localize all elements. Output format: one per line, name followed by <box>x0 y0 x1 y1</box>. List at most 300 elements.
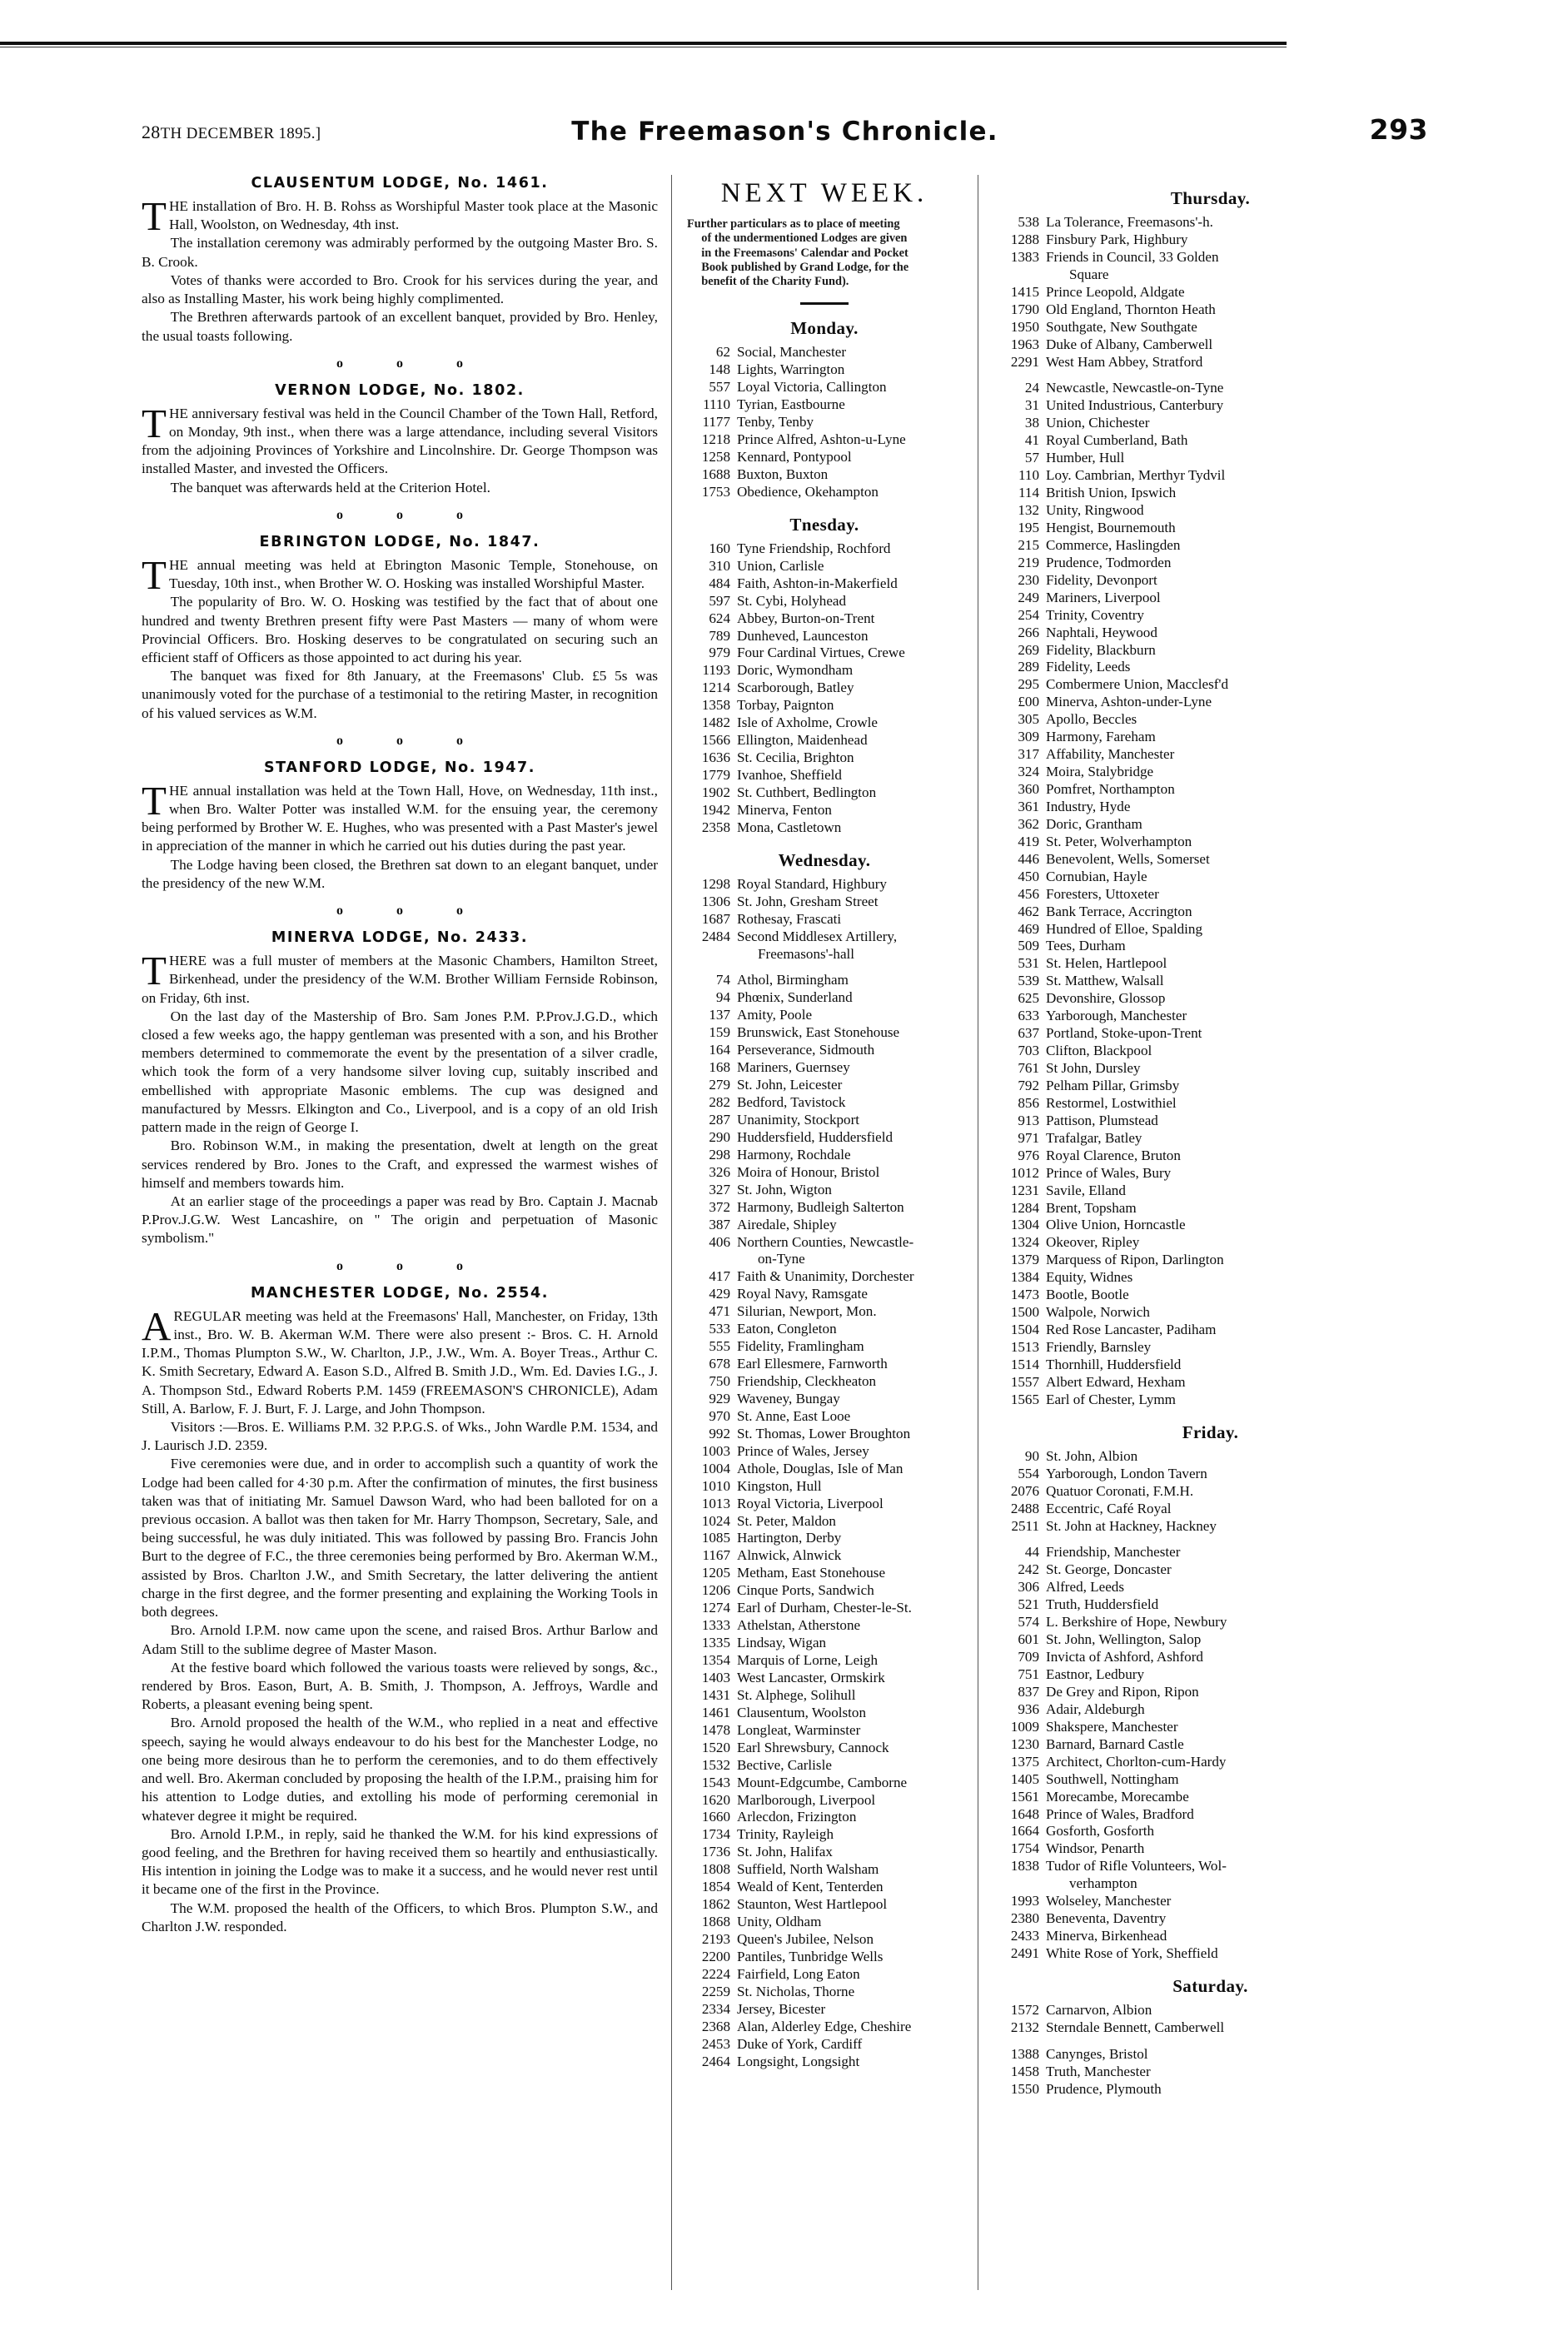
lodge-name: Royal Clarence, Bruton <box>1046 1147 1181 1163</box>
lodge-list-item <box>993 816 1428 834</box>
lodge-list-item <box>993 1130 1428 1148</box>
lodge-list-item <box>687 645 962 662</box>
lodge-number: 538 <box>1018 214 1039 230</box>
lodge-number: 164 <box>709 1042 730 1058</box>
article-paragraph: The Lodge having been closed, the Brethren sat down to an elegant banquet, under the presidency of the new W.M. <box>142 856 658 891</box>
lodge-number: 1620 <box>701 1791 730 1808</box>
note-divider <box>800 302 849 305</box>
article-paragraph: Bro. Robinson W.M., in making the presentation, dwelt at length on the great services rendered by Bro. Jones to the Craft, and expressed the warmest wishes of himself and members towards him. <box>142 1138 658 1191</box>
lodge-list-item <box>687 379 962 396</box>
lodge-list-item <box>687 1182 962 1199</box>
lodge-number: 1167 <box>702 1547 730 1564</box>
lodge-list-item <box>993 354 1428 371</box>
lodge-list-item <box>993 1322 1428 1339</box>
lodge-list-item <box>687 1234 962 1252</box>
lodge-number: 1664 <box>1010 1823 1039 1840</box>
lodge-list-item <box>687 1809 962 1826</box>
lodge-list-item <box>687 1112 962 1129</box>
lodge-list-item <box>687 1321 962 1338</box>
lodge-name: Clausentum, Woolston <box>737 1704 867 1720</box>
lodge-number: 1950 <box>1010 318 1039 335</box>
lodge-name-continuation: on-Tyne <box>758 1251 805 1267</box>
lodge-name: Prudence, Plymouth <box>1046 2080 1162 2097</box>
lodge-number: 2511 <box>1011 1517 1039 1534</box>
lodge-name: St. John, Halifax <box>737 1844 833 1860</box>
lodge-number: 792 <box>1018 1077 1039 1093</box>
lodge-list-item <box>687 1373 962 1391</box>
lodge-list-item <box>687 1635 962 1652</box>
lodge-number: 1304 <box>1010 1217 1039 1233</box>
lodge-list <box>687 972 962 2070</box>
lodge-number: 298 <box>709 1146 730 1163</box>
lodge-name: Adair, Aldeburgh <box>1046 1700 1145 1717</box>
lodge-list <box>993 380 1428 1408</box>
article-paragraph: At an earlier stage of the proceedings a paper was read by Bro. Captain J. Macnab P.Prov.J.G.W. West Lancashire, on " The origin and perpetuation of Masonic symbolism." <box>142 1192 658 1247</box>
lodge-number: 1532 <box>701 1756 730 1773</box>
lodge-name: Southwell, Nottingham <box>1046 1770 1179 1787</box>
section-separator: o o o <box>336 733 488 748</box>
lodge-name: Obedience, Okehampton <box>737 483 879 500</box>
lodge-list-item <box>687 1059 962 1077</box>
lodge-name: Hundred of Elloe, Spalding <box>1046 920 1202 937</box>
lodge-name: Moira, Stalybridge <box>1046 764 1154 780</box>
lodge-number: 94 <box>715 989 730 1006</box>
lodge-name: Marquess of Ripon, Darlington <box>1046 1252 1224 1268</box>
lodge-name: Combermere Union, Macclesf'd <box>1046 676 1229 693</box>
lodge-number: 856 <box>1018 1094 1039 1111</box>
lodge-number: 160 <box>709 540 730 556</box>
lodge-name: Tyne Friendship, Rochford <box>737 540 891 556</box>
lodge-list-item <box>993 1771 1428 1789</box>
lodge-list-item <box>687 767 962 784</box>
issue-date-day: 28 <box>142 122 161 142</box>
lodge-name: Eaton, Congleton <box>737 1321 837 1337</box>
note-line: benefit of the Charity Fund). <box>701 275 849 289</box>
lodge-name: Phœnix, Sunderland <box>737 989 853 1006</box>
lodge-list <box>993 1448 1428 1536</box>
lodge-number: 295 <box>1018 676 1039 693</box>
lodge-name: Foresters, Uttoxeter <box>1046 885 1159 902</box>
lodge-number: 1504 <box>1010 1322 1039 1338</box>
lodge-list-item <box>993 502 1428 520</box>
lodge-name: St. John, Albion <box>1046 1447 1138 1464</box>
lodge-name: Apollo, Beccles <box>1046 711 1137 728</box>
lodge-number: 249 <box>1018 589 1039 605</box>
lodge-number: 215 <box>1018 536 1039 553</box>
article-paragraph: Votes of thanks were accorded to Bro. Crook for his services during the year, and also as Installing Master, his work being highly complimented. <box>142 271 658 307</box>
lodge-name: Windsor, Penarth <box>1046 1840 1145 1857</box>
lodge-name: Barnard, Barnard Castle <box>1046 1735 1184 1752</box>
lodge-number: 372 <box>709 1198 730 1215</box>
lodge-name: Friendly, Barnsley <box>1046 1339 1152 1355</box>
lodge-number: 678 <box>709 1356 730 1372</box>
lodge-number: 406 <box>709 1233 730 1250</box>
lodge-list-item <box>993 1483 1428 1501</box>
lodge-list-item <box>993 1060 1428 1078</box>
lodge-name: Commerce, Haslingden <box>1046 536 1181 553</box>
lodge-name: Social, Manchester <box>737 344 847 361</box>
lodge-list-item <box>993 1561 1428 1579</box>
lodge-list-item <box>993 2064 1428 2081</box>
lodge-name: Bective, Carlisle <box>737 1756 832 1773</box>
lodge-number: 2193 <box>701 1931 730 1948</box>
lodge-list-item <box>687 697 962 714</box>
lodge-number: 1206 <box>701 1582 730 1599</box>
lodge-heading: MINERVA LODGE, No. 2433. <box>271 929 529 947</box>
lodge-number: 1218 <box>701 431 730 448</box>
lodge-list-item <box>687 732 962 749</box>
lodge-number: 1754 <box>1010 1840 1039 1857</box>
lodge-list-item <box>687 2036 962 2054</box>
lodge-number: 533 <box>709 1321 730 1337</box>
lodge-name: Earl Ellesmere, Farnworth <box>737 1356 888 1372</box>
lodge-number: 1335 <box>701 1635 730 1651</box>
lodge-list-item <box>993 1684 1428 1701</box>
lodge-number: 1734 <box>701 1826 730 1843</box>
lodge-number: 1214 <box>701 680 730 696</box>
lodge-list-item <box>993 1910 1428 1928</box>
lodge-name: Minerva, Birkenhead <box>1046 1928 1167 1944</box>
lodge-name: Earl of Durham, Chester-le-St. <box>737 1600 912 1616</box>
lodge-number: 970 <box>709 1407 730 1424</box>
next-week-note <box>687 217 962 289</box>
lodge-number: 327 <box>709 1181 730 1197</box>
lodge-list-item <box>687 784 962 802</box>
lodge-number: 230 <box>1018 571 1039 588</box>
lodge-list-item <box>993 1649 1428 1666</box>
lodge-number: 362 <box>1018 815 1039 832</box>
lodge-name: British Union, Ipswich <box>1046 485 1177 501</box>
lodge-list-item <box>687 1740 962 1757</box>
lodge-list-item <box>687 575 962 593</box>
lodge-number: 992 <box>709 1425 730 1441</box>
lodge-name: Mariners, Guernsey <box>737 1059 850 1076</box>
lodge-list-item <box>993 520 1428 537</box>
lodge-list-item <box>687 1426 962 1443</box>
lodge-list-item <box>687 1443 962 1461</box>
lodge-number: 2358 <box>701 819 730 835</box>
lodge-name: Brent, Topsham <box>1046 1199 1137 1216</box>
lodge-name: Arlecdon, Frizington <box>737 1809 857 1825</box>
lodge-number: 936 <box>1018 1700 1039 1717</box>
lodge-list-item <box>993 781 1428 799</box>
article-body <box>142 400 658 497</box>
lodge-number: 1993 <box>1010 1893 1039 1909</box>
lodge-list-item <box>993 1928 1428 1945</box>
lodge-list-item <box>687 1268 962 1286</box>
lodge-list-item <box>993 1078 1428 1095</box>
lodge-list-item <box>687 1478 962 1496</box>
lodge-number: 1024 <box>701 1512 730 1529</box>
lodge-name: Northern Counties, Newcastle- <box>737 1233 914 1250</box>
lodge-list-item <box>993 1789 1428 1806</box>
lodge-name: Loy. Cambrian, Merthyr Tydvil <box>1046 467 1226 484</box>
lodge-number: 90 <box>1024 1447 1039 1464</box>
lodge-number: 1004 <box>701 1460 730 1476</box>
lodge-name: Tudor of Rifle Volunteers, Wol- <box>1046 1858 1227 1874</box>
lodge-number: 1736 <box>701 1844 730 1860</box>
article-paragraph <box>142 948 658 1008</box>
lodge-list-item <box>993 869 1428 886</box>
lodge-number: 557 <box>709 379 730 396</box>
lodge-name: Ivanhoe, Sheffield <box>737 767 842 784</box>
lodge-name: White Rose of York, Sheffield <box>1046 1945 1218 1961</box>
lodge-list-item <box>993 1858 1428 1875</box>
lodge-list-item <box>993 990 1428 1008</box>
lodge-number: 1012 <box>1010 1164 1039 1181</box>
lodge-number: 2453 <box>701 2035 730 2052</box>
lodge-name: Industry, Hyde <box>1046 798 1131 814</box>
lodge-list-item <box>993 1448 1428 1466</box>
article-paragraph: The popularity of Bro. W. O. Hosking was testified by the fact that of about one hundred and twenty Brethren present fifty were Past Masters — many of whom were Provincial Officers. Bro. Hosking deserves to be congratulated on securing such an efficient staff of Officers as those appointed to act during his year. <box>142 594 658 665</box>
lodge-number: 1306 <box>701 893 730 909</box>
lodge-list-item <box>687 1217 962 1234</box>
lodge-list-item <box>993 1823 1428 1840</box>
lodge-name: Portland, Stoke-upon-Trent <box>1046 1025 1202 1042</box>
lodge-list-item <box>993 938 1428 955</box>
lodge-name: Savile, Elland <box>1046 1182 1126 1198</box>
lodge-number: 1520 <box>701 1739 730 1755</box>
lodge-number: 456 <box>1018 885 1039 902</box>
lodge-list <box>687 344 962 500</box>
lodge-number: 1009 <box>1010 1718 1039 1735</box>
drop-cap: T <box>142 948 167 994</box>
lodge-name: Newcastle, Newcastle-on-Tyne <box>1046 380 1224 396</box>
lodge-number: 419 <box>1018 833 1039 849</box>
lodge-list-item <box>993 1217 1428 1234</box>
lodge-name: Yarborough, London Tavern <box>1046 1465 1207 1481</box>
lodge-number: 1779 <box>701 767 730 784</box>
lodge-name: St. Helen, Hartlepool <box>1046 955 1167 972</box>
lodge-name: Union, Carlisle <box>737 557 824 574</box>
lodge-name: Fidelity, Framlingham <box>737 1338 864 1355</box>
lodge-list-item <box>687 1861 962 1879</box>
drop-cap: T <box>142 193 167 239</box>
lodge-name: Okeover, Ripley <box>1046 1234 1140 1251</box>
article-paragraph: Five ceremonies were due, and in order to accomplish such a quantity of work the Lodge had been called for 4·30 p.m. After the confirmation of minutes, the first business taken was that of initiating Mr. Samuel Dawson Ward, who had been balloted for on a previous occasion. A ballot was then taken for Mr. Harry Thompson, Secretary, Sale, and being successful, he was duly initiated. This was followed by passing Bro. Francis John Burt to the degree of F.C., the three ceremonies being performed by Bro. Akerman W.M., assisted by Bros. Charlton J.W., and Smith Secretary, the latter delivering the antient charge in the first degree, and the former presenting and explaining the Working Tools in both degrees. <box>142 1456 658 1621</box>
lodge-number: 1514 <box>1010 1356 1039 1372</box>
lodge-list-item <box>993 799 1428 816</box>
lodge-number: 625 <box>1018 990 1039 1007</box>
lodge-name: Kennard, Pontypool <box>737 449 852 466</box>
lodge-list-item <box>993 955 1428 973</box>
lodge-number: 1003 <box>701 1442 730 1459</box>
lodge-name: Unanimity, Stockport <box>737 1111 860 1128</box>
lodge-number: 1838 <box>1010 1858 1039 1874</box>
lodge-name: St. John, Wellington, Salop <box>1046 1631 1202 1648</box>
lodge-list-item <box>687 2054 962 2071</box>
lodge-number: £00 <box>1018 694 1039 710</box>
lodge-number: 484 <box>709 575 730 591</box>
lodge-list-item <box>993 1339 1428 1357</box>
lodge-list-item <box>993 1666 1428 1684</box>
lodge-list-item <box>993 1736 1428 1754</box>
lodge-name: Scarborough, Batley <box>737 680 854 696</box>
lodge-name: Friendship, Cleckheaton <box>737 1373 877 1390</box>
lodge-name: Queen's Jubilee, Nelson <box>737 1931 874 1948</box>
lodge-name: Faith, Ashton-in-Makerfield <box>737 575 898 591</box>
lodge-list-item <box>687 1356 962 1373</box>
lodge-list-item <box>993 336 1428 354</box>
lodge-name: Pomfret, Northampton <box>1046 781 1175 797</box>
lodge-name: Moira of Honour, Bristol <box>737 1163 880 1180</box>
lodge-list-item <box>993 694 1428 711</box>
note-line: of the undermentioned Lodges are given <box>701 232 908 246</box>
drop-cap: A <box>142 1302 172 1349</box>
lodge-list-item <box>993 1234 1428 1252</box>
lodge-number: 195 <box>1018 519 1039 535</box>
lodge-list-item <box>687 1338 962 1356</box>
lodge-name: Earl of Chester, Lymm <box>1046 1391 1176 1407</box>
lodge-name: Pantiles, Tunbridge Wells <box>737 1948 884 1964</box>
lodge-list-item <box>993 921 1428 938</box>
lodge-list-item <box>993 746 1428 764</box>
lodge-name: Lights, Warrington <box>737 361 845 378</box>
lodge-number: 1790 <box>1010 301 1039 317</box>
lodge-list-item <box>993 625 1428 642</box>
lodge-list-item <box>993 2046 1428 2064</box>
lodge-list <box>687 540 962 837</box>
article-paragraph: The banquet was afterwards held at the Criterion Hotel. <box>170 479 490 495</box>
lodge-name: Affability, Manchester <box>1046 746 1175 763</box>
lodge-number: 1205 <box>701 1565 730 1581</box>
column-right <box>993 175 1428 2099</box>
lodge-name: St. Cybi, Holyhead <box>737 592 847 609</box>
lodge-name: Fidelity, Blackburn <box>1046 641 1156 658</box>
lodge-list-item <box>687 344 962 361</box>
lodge-number: 1324 <box>1010 1234 1039 1251</box>
lodge-number: 703 <box>1018 1043 1039 1059</box>
lodge-name: Tenby, Tenby <box>737 414 814 431</box>
lodge-name: Torbay, Paignton <box>737 697 834 714</box>
lodge-list-item <box>993 2019 1428 2037</box>
lodge-list-item <box>993 1095 1428 1113</box>
lodge-list-item <box>993 1614 1428 1631</box>
day-heading: Monday. <box>790 318 859 339</box>
lodge-number: 574 <box>1018 1614 1039 1631</box>
lodge-name: Lindsay, Wigan <box>737 1635 827 1651</box>
lodge-list-item <box>687 1826 962 1844</box>
lodge-number: 539 <box>1018 973 1039 989</box>
paragraph-text: HE annual installation was held at the Town Hall, Hove, on Wednesday, 11th inst., when Bro. Walter Potter was installed W.M. for the ensuing year, the ceremony being performed by Brother W. E. Hughes, who was presented with a Past Master's jewel in appreciation of the manner in which he carried out his duties during the past year. <box>142 782 658 854</box>
lodge-list-item <box>687 662 962 680</box>
lodge-name: Bedford, Tavistock <box>737 1094 846 1111</box>
lodge-list-item <box>687 1286 962 1303</box>
lodge-name: Trinity, Rayleigh <box>737 1826 834 1843</box>
lodge-name: La Tolerance, Freemasons'-h. <box>1046 214 1213 230</box>
day-heading: Wednesday. <box>778 849 871 870</box>
article-paragraph: The Brethren afterwards partook of an excellent banquet, provided by Bro. Henley, the usual toasts following. <box>142 309 658 344</box>
lodge-name: Restormel, Lostwithiel <box>1046 1094 1177 1111</box>
lodge-number: 1384 <box>1010 1269 1039 1286</box>
article-paragraph: Visitors :—Bros. E. Williams P.M. 32 P.P.G.S. of Wks., John Wardle P.M. 1534, and J. Laurisch J.D. 2359. <box>142 1418 658 1454</box>
lodge-number: 979 <box>709 645 730 661</box>
article-paragraph: On the last day of the Mastership of Bro. Sam Jones P.M. P.Prov.J.G.D., which closed a few weeks ago, the happy gentleman was presented with a son, and his Brother members determined to commemorate the event by the presentation of a silver cradle, which took the form of a very handsome silver loving cup, suitably inscribed and embellished with appropriate Masonic emblems. The cup was designed and manufactured by Messrs. Elkington and Co., Liverpool, and is a copy of an old Irish pattern made in the reign of George I. <box>142 1008 658 1136</box>
lodge-number: 289 <box>1018 659 1039 675</box>
lodge-list-item <box>993 1392 1428 1409</box>
lodge-number: 1550 <box>1010 2080 1039 2097</box>
lodge-number: 137 <box>709 1007 730 1023</box>
lodge-list-item <box>993 886 1428 904</box>
lodge-name: Buxton, Buxton <box>737 466 829 482</box>
lodge-number: 1383 <box>1010 248 1039 265</box>
lodge-number: 1636 <box>701 749 730 766</box>
column-left <box>142 175 658 1936</box>
lodge-name: St. John, Leicester <box>737 1077 843 1093</box>
lodge-name: Yarborough, Manchester <box>1046 1008 1187 1024</box>
lodge-name: Athelstan, Atherstone <box>737 1617 861 1634</box>
lodge-number: 326 <box>709 1163 730 1180</box>
lodge-name: Red Rose Lancaster, Padiham <box>1046 1322 1217 1338</box>
lodge-list-item <box>687 894 962 911</box>
lodge-list-item <box>993 572 1428 590</box>
lodge-number: 509 <box>1018 938 1039 954</box>
lodge-number: 1288 <box>1010 231 1039 247</box>
lodge-list-item <box>993 380 1428 397</box>
lodge-list-item <box>993 1945 1428 1963</box>
section-separator: o o o <box>336 904 488 919</box>
lodge-name: Prudence, Todmorden <box>1046 554 1172 570</box>
lodge-number: 242 <box>1018 1561 1039 1578</box>
page-number: 293 <box>1369 113 1428 146</box>
lodge-number: 597 <box>709 592 730 609</box>
lodge-list-item <box>687 431 962 449</box>
lodge-name: Fidelity, Devonport <box>1046 571 1157 588</box>
lodge-number: 429 <box>709 1286 730 1302</box>
lodge-name: Invicta of Ashford, Ashford <box>1046 1649 1203 1665</box>
lodge-name-continuation: verhampton <box>1069 1875 1137 1892</box>
lodge-number: 279 <box>709 1077 730 1093</box>
lodge-list-item <box>687 1617 962 1635</box>
article-body <box>142 551 658 723</box>
lodge-number: 1500 <box>1010 1304 1039 1321</box>
lodge-list-item <box>687 819 962 837</box>
lodge-name: Rothesay, Frascati <box>737 910 842 927</box>
lodge-name: Trafalgar, Batley <box>1046 1129 1142 1146</box>
lodge-list-item <box>993 432 1428 450</box>
lodge-list-item <box>993 1025 1428 1043</box>
endweek-day-lists <box>993 188 1428 2099</box>
lodge-name: Wolseley, Manchester <box>1046 1893 1172 1909</box>
lodge-heading: CLAUSENTUM LODGE, No. 1461. <box>251 175 549 192</box>
lodge-name: Hartington, Derby <box>737 1530 842 1546</box>
lodge-name: Amity, Poole <box>737 1007 813 1023</box>
lodge-number: 1284 <box>1010 1199 1039 1216</box>
lodge-list-item <box>687 972 962 989</box>
lodge-name: Unity, Ringwood <box>1046 502 1144 518</box>
lodge-list-item <box>687 1931 962 1949</box>
lodge-list-item <box>687 558 962 575</box>
lodge-name: Tees, Durham <box>1046 938 1126 954</box>
lodge-name: Union, Chichester <box>1046 415 1150 431</box>
lodge-number: 2291 <box>1010 353 1039 370</box>
lodge-name: Prince of Wales, Bradford <box>1046 1805 1194 1822</box>
lodge-name: St. Nicholas, Thorne <box>737 1983 855 1999</box>
lodge-list-item <box>993 1466 1428 1483</box>
lodge-name: Hengist, Bournemouth <box>1046 519 1176 535</box>
lodge-number: 1963 <box>1010 336 1039 352</box>
article-paragraph <box>142 193 658 239</box>
lodge-list-item <box>993 1304 1428 1322</box>
lodge-number: 2488 <box>1010 1500 1039 1516</box>
next-week-title: NEXT WEEK. <box>720 178 928 208</box>
lodge-number: 2380 <box>1010 1910 1039 1927</box>
lodge-number: 1572 <box>1010 2001 1039 2018</box>
lodge-name: Benevolent, Wells, Somerset <box>1046 850 1210 867</box>
lodge-number: 1478 <box>701 1721 730 1738</box>
publication-title: The Freemason's Chronicle. <box>571 117 998 147</box>
lodge-number: 601 <box>1018 1631 1039 1648</box>
